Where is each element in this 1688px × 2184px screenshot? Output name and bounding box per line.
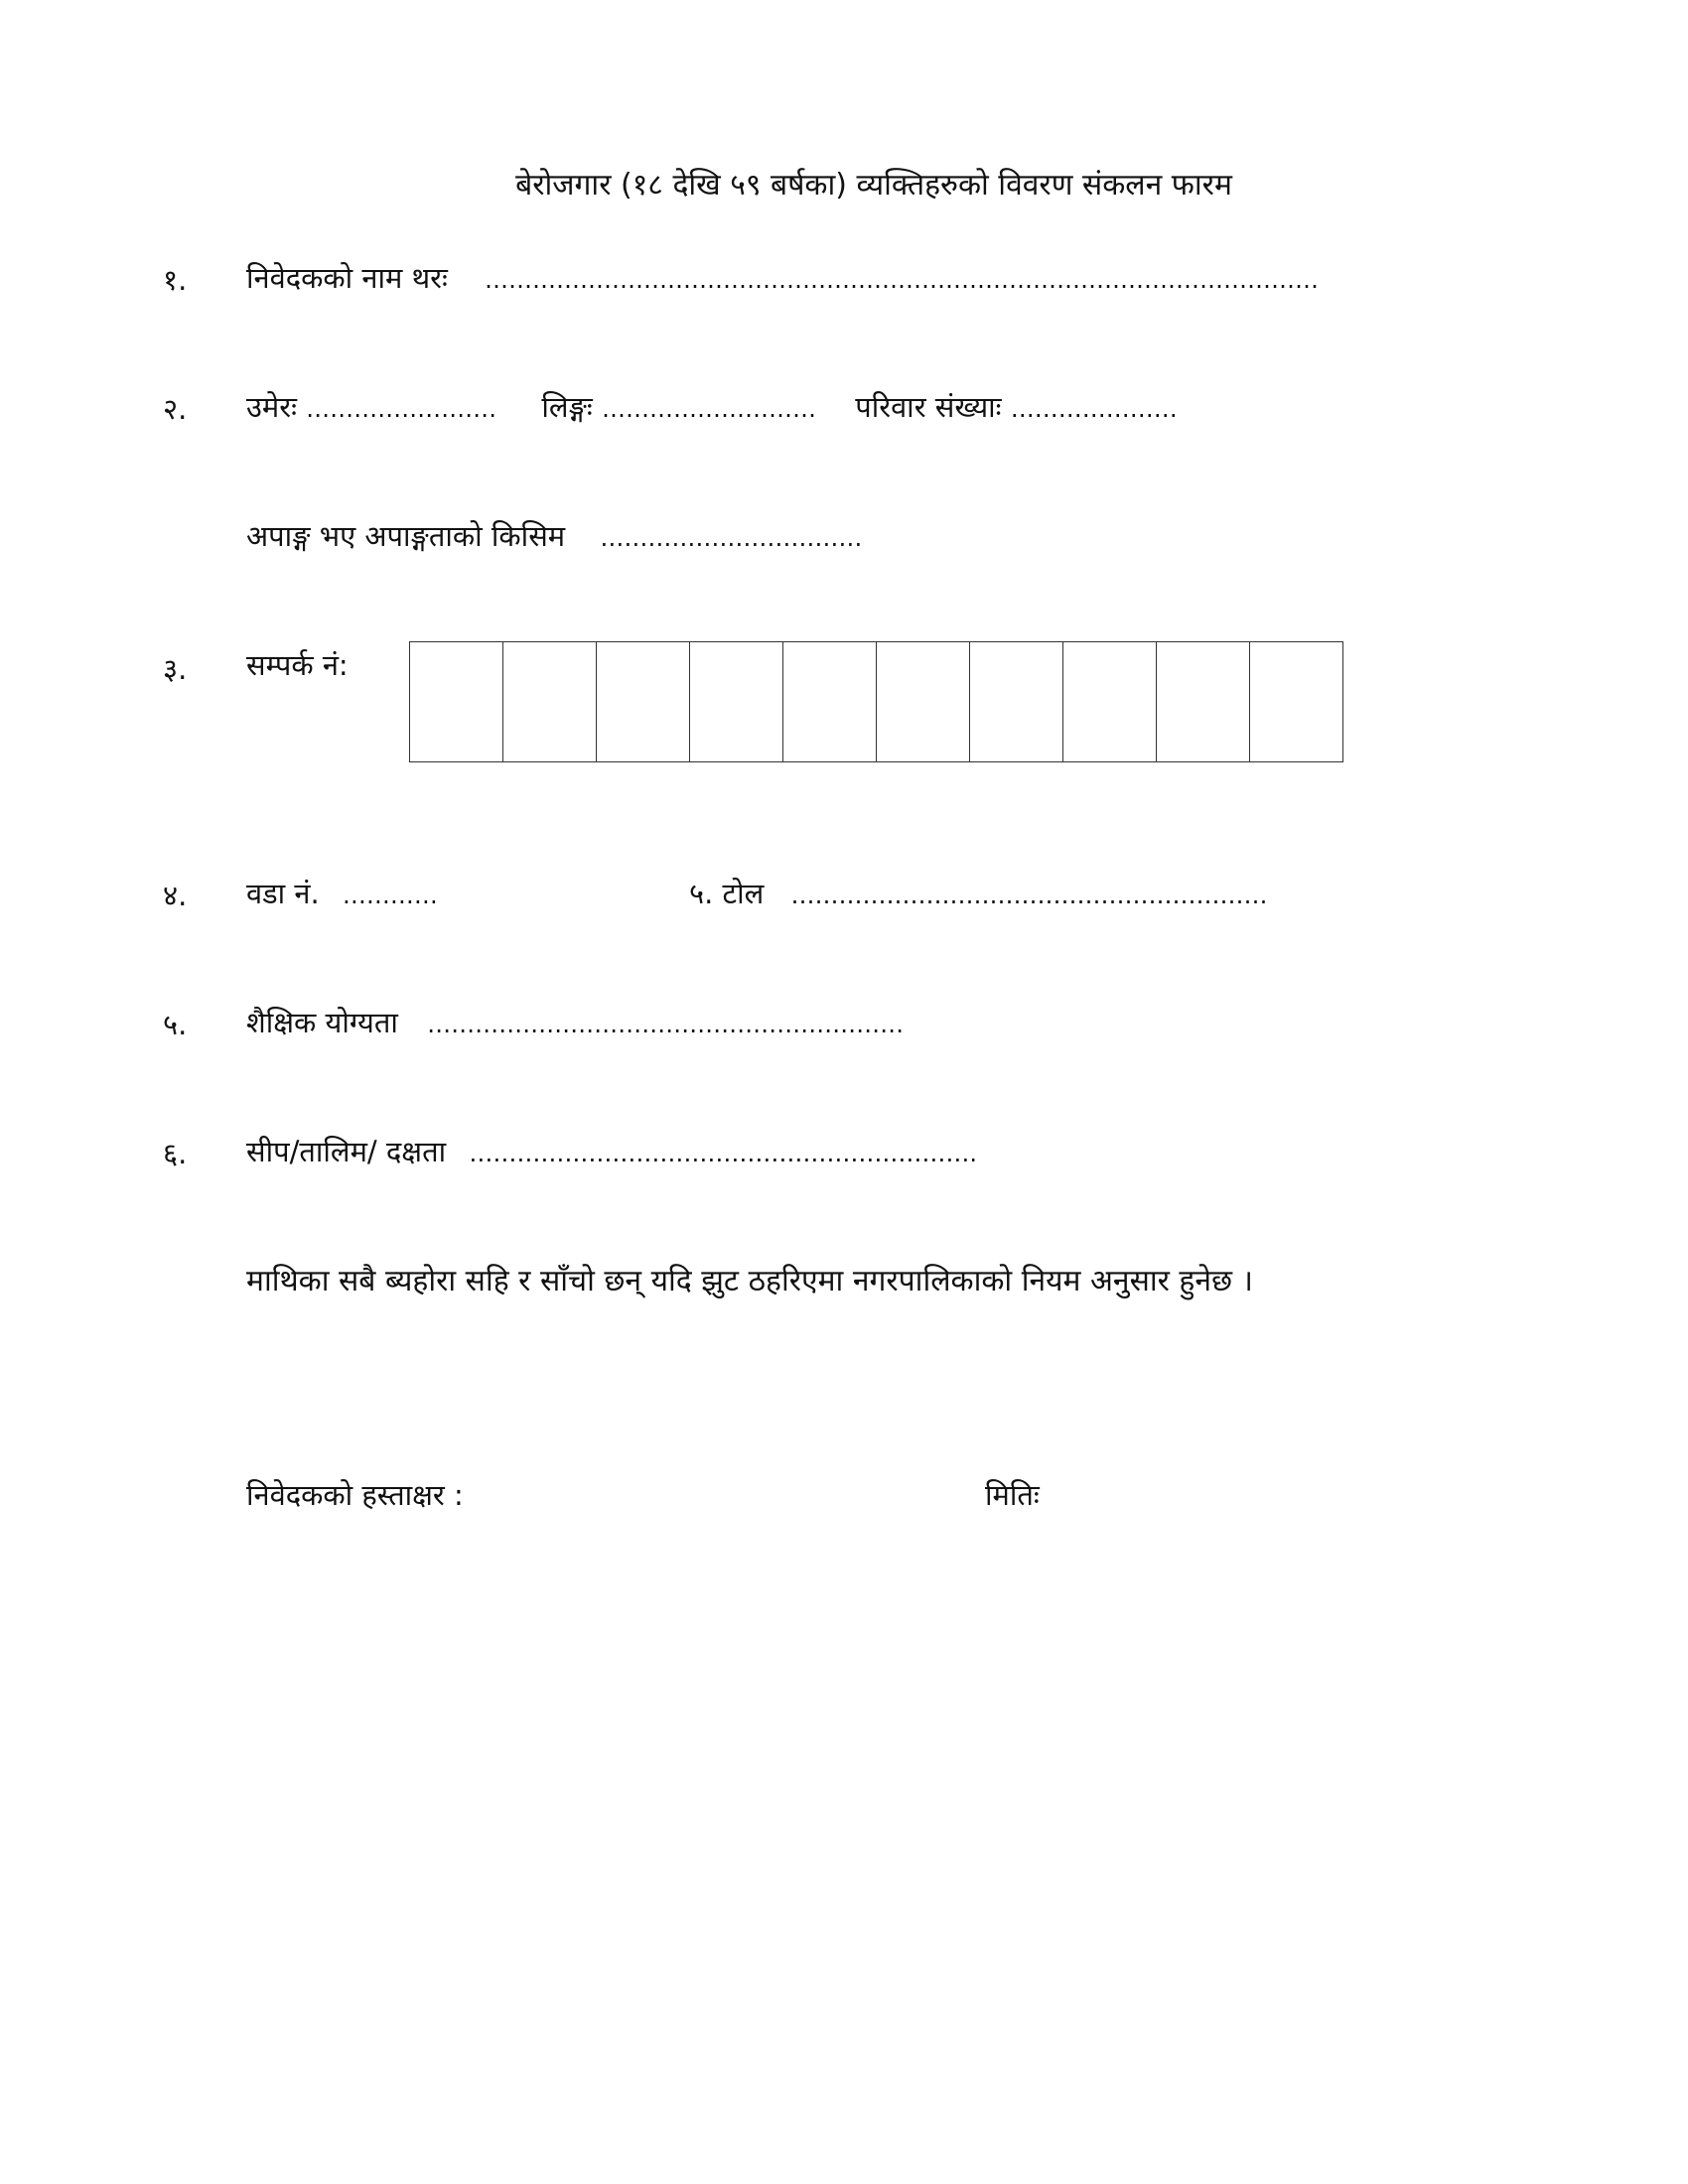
contact-digit-box[interactable]: [410, 642, 503, 761]
contact-digit-box[interactable]: [970, 642, 1063, 761]
tole-blank[interactable]: ……………………………………………………: [790, 882, 1268, 909]
contact-number-boxes: [409, 641, 1343, 762]
contact-digit-box[interactable]: [1157, 642, 1250, 761]
item-number-1: १.: [163, 263, 188, 297]
tole-label: ५. टोल: [689, 877, 765, 910]
applicant-name-blank[interactable]: ……………………………………………………………………………………………: [485, 266, 1320, 294]
ward-field: [246, 877, 438, 910]
gender-blank[interactable]: ………………………: [602, 395, 816, 423]
skills-blank[interactable]: ……………………………………………………….: [469, 1140, 977, 1167]
disability-label: अपाङ्ग भए अपाङ्गताको किसिम: [246, 519, 566, 553]
family-size-blank[interactable]: …………………: [1010, 395, 1178, 423]
contact-digit-box[interactable]: [877, 642, 970, 761]
skills-label: सीप/तालिम/ दक्षता: [246, 1135, 447, 1168]
signature-label: निवेदकको हस्ताक्षर :: [246, 1478, 464, 1512]
education-label: शैक्षिक योग्यता: [246, 1006, 398, 1039]
ward-blank[interactable]: …………: [342, 882, 438, 909]
contact-digit-box[interactable]: [1063, 642, 1157, 761]
contact-digit-box[interactable]: [503, 642, 597, 761]
declaration-text: माथिका सबै ब्यहोरा सहि र साँचो छन् यदि झुट ठहरिएमा नगरपालिकाको नियम अनुसार हुनेछ ।: [246, 1264, 1253, 1298]
applicant-name-label: निवेदकको नाम थरः: [246, 261, 448, 295]
item-number-5: ५.: [163, 1008, 188, 1041]
education-blank[interactable]: ……………………………………………………: [427, 1011, 905, 1038]
disability-field: [246, 519, 863, 553]
item-number-4: ४.: [163, 879, 188, 912]
tole-field: [689, 877, 1268, 910]
item-number-2: २.: [163, 392, 188, 426]
family-size-label: परिवार संख्याः: [855, 390, 1002, 424]
contact-digit-box[interactable]: [783, 642, 877, 761]
item-number-3: ३.: [163, 652, 188, 686]
ward-label: वडा नं.: [246, 877, 320, 910]
contact-number-label: सम्पर्क नं:: [246, 648, 349, 682]
disability-blank[interactable]: ……………………………: [600, 524, 863, 552]
contact-digit-box[interactable]: [597, 642, 690, 761]
item-number-6: ६.: [163, 1137, 188, 1170]
form-title: बेरोजगार (१८ देखि ५९ बर्षका) व्यक्तिहरुको विवरण संकलन फारम: [515, 168, 1232, 203]
gender-label: लिङ्गः: [541, 390, 593, 424]
age-blank[interactable]: ……………………: [306, 395, 497, 423]
education-field: [246, 1006, 905, 1039]
contact-digit-box[interactable]: [1250, 642, 1342, 761]
contact-digit-box[interactable]: [690, 642, 783, 761]
applicant-name-field: [246, 261, 1320, 295]
date-label: मितिः: [985, 1478, 1040, 1512]
age-label: उमेरः: [246, 390, 297, 424]
skills-field: [246, 1135, 977, 1168]
age-gender-family-row: [246, 390, 1178, 424]
